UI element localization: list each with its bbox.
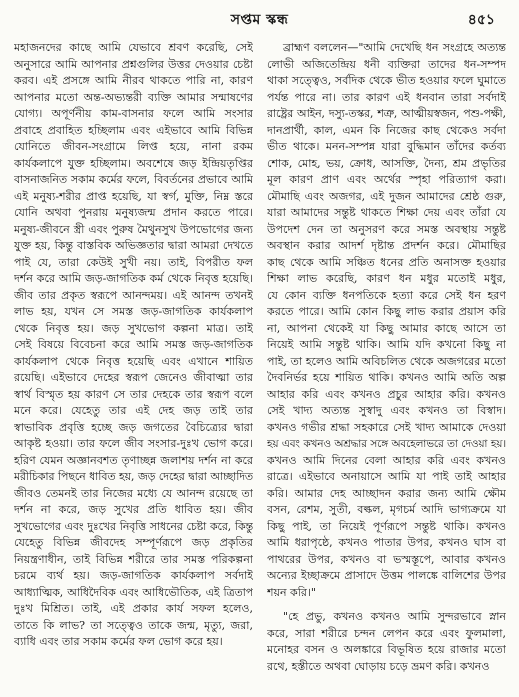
text-line: করতে পারে। আমি কোন কিছু লাভ করার প্রয়াস করি (267, 305, 506, 318)
text-line: হরিণ যেমন অজ্ঞানবশত তৃণাচ্ছন্ন জলাশয় দর্শন না করে (14, 453, 253, 467)
text-line: লোভী অজিতেন্দ্রিয় ধনী ব্যক্তিরা তাদের ধন-সম্পদ (267, 57, 506, 71)
text-line: দৈবনির্ভর হয়ে শায়িত থাকি। কখনও আমি অতি অল্প (267, 371, 506, 384)
text-line: কিছু পাই, তা নিয়েই পূর্ণরূপে সন্তুষ্ট থাকি। কখনও (267, 519, 506, 533)
text-line: থেকে নিবৃত্ত হয়। জড় সুখভোগ কল্পনা মাত্র। তাই (14, 321, 253, 335)
text-line: সেই খাদ্য অত্যন্ত সুস্বাদু এবং কখনও তা বিস্বাদ। (267, 404, 506, 417)
text-line: জীব তার প্রকৃত স্বরূপে আনন্দময়। এই আনন্দ তখনই (14, 288, 253, 302)
text-line: দানপ্রার্থী, কাল, এমন কি নিজের কাছ থেকেও সর্বদা (267, 123, 506, 137)
text-line: বসন, রেশম, সুতী, বল্কল, মৃগচর্ম আদি ভাগ্যক্রমে যা (267, 503, 506, 516)
text-line: পাই, তা হলেও আমি অবিচলিত থেকে অজগরের মতো (267, 354, 506, 368)
text-line: মরীচিকার পিছনে ধাবিত হয়, জড় দেহের দ্বারা আচ্ছাদিত (14, 470, 253, 483)
text-line: জীবও তেমনই তার নিজের মধ্যে যে আনন্দ রয়েছে তা (14, 486, 253, 500)
text-line: নিয়ন্ত্রণাধীন, তাই বিভিন্ন শরীরে তার সমস্ত পরিকল্পনা (14, 552, 253, 566)
text-line: "হে প্রভু, কখনও কখনও আমি সুন্দরভাবে স্নান (283, 610, 506, 623)
page-header (0, 8, 519, 32)
text-line: সুখভোগের এবং দুঃখের নিবৃত্তি সাধনের চেষ্টা করে, কিন্তু (14, 519, 253, 533)
text-line: ব্রাহ্মণ বললেন—"আমি দেখেছি ধন সংগ্রহে অত্যন্ত (283, 41, 506, 54)
text-line: না, আপনা থেকেই যা কিছু আমার কাছে আসে তা (267, 321, 506, 335)
running-title: সপ্তম স্কন্ধ (230, 12, 289, 28)
right-column (267, 40, 506, 675)
text-line: কাছ থেকে আমি সঞ্চিত ধনের প্রতি অনাসক্ত হওয়ার (267, 255, 506, 269)
text-line: রয়েছি। এইভাবে দেহের স্বরূপ জেনেও জীবাত্মা তার (14, 371, 253, 384)
text-line: তাতে কি লাভ? তা সত্ত্বেও তাকে জন্ম, মৃত্যু, জরা, (14, 618, 253, 632)
text-line: শোক, মোহ, ভয়, ক্রোধ, আসক্তি, দৈন্য, শ্রম প্রভৃতির (267, 156, 506, 170)
text-line: অনুসারে আমি আপনার প্রশ্নগুলির উত্তর দেওয়ার চেষ্টা (14, 57, 253, 71)
text-line: যোনি অথবা পুনরায় মনুষ্যজন্ম প্রদান করতে পারে। (14, 206, 253, 219)
text-line: চরমে ব্যর্থ হয়। জড়-জাগতিক কার্যকলাপ সর্বদাই (14, 569, 253, 582)
text-line: মৌমাছি এবং অজগর, এই দুজন আমাদের শ্রেষ্ঠ গুরু, (267, 189, 506, 203)
paragraph-gap (267, 601, 506, 609)
text-line: মনোহর বসন ও অলঙ্কারে বিভূষিত হয়ে রাজার মতো (267, 643, 506, 656)
text-line: রথে, হস্তীতে অথবা ঘোড়ায় চড়ে ভ্রমণ করি। কখনও (267, 659, 490, 673)
text-line: করে, সারা শরীরে চন্দন লেপন করে এবং ফুলমালা, (267, 626, 506, 640)
text-line: দর্শন করে আমি জড়-জাগতিক কর্ম থেকে নিবৃত্ত হয়েছি। (14, 272, 253, 285)
text-line: মহাজনদের কাছে আমি যেভাবে শ্রবণ করেছি, সেই (14, 41, 253, 54)
text-line: বাসনাজনিত সকাম কর্মের ফলে, বিবর্তনের প্রভাবে আমি (14, 173, 253, 186)
text-line: যোগ্য। অপূর্ণনীয় কাম-বাসনার ফলে আমি সংসার (14, 107, 253, 120)
text-line: পাই যে, তারা কেউই সুখী নয়। তাই, বিপরীত ফল (14, 255, 253, 269)
text-line: কখনও আমি দিনের বেলা আহার করি এবং কখনও (267, 453, 506, 467)
text-line: লাভ হয়, যখন সে সমস্ত জড়-জাগতিক কার্যকলাপ (14, 305, 253, 318)
text-line: সেই বিষয়ে বিবেচনা করে আমি সমস্ত জড়-জাগতিক (14, 338, 253, 351)
text-line: প্রবাহে প্রবাহিত হচ্ছিলাম এবং এইভাবে আমি বিভিন্ন (14, 123, 253, 137)
text-line: আপনার মতো অন্ত-অভ্যন্তরী ব্যক্তি আমার সন্মাষণের (14, 90, 253, 104)
text-line: পর্যন্ত পারে না। তার কারণ এই ধনবান তারা সর্বদাই (267, 90, 506, 104)
text-line: পাথরের উপর, কখনও বা ভস্মস্তূপে, আবার কখনও (267, 552, 506, 566)
text-line: করি। আমার দেহ আচ্ছাদন করার জন্য আমি ক্ষৌম (267, 486, 506, 500)
text-line: হয় এবং কখনও অশ্রদ্ধার সঙ্গে অবহেলাভরে তা দেওয়া হয়। (267, 438, 506, 450)
text-line: দুঃখ মিশ্রিত। তাই, এই প্রকার কার্য সফল হলেও, (14, 602, 253, 615)
text-line: অবস্থান করার আদর্শ দৃষ্টান্ত প্রদর্শন করে। মৌমাছির (267, 239, 506, 252)
text-line: মনে করে। যেহেতু তার এই দেহ জড় তাই তার (14, 404, 253, 417)
text-line: যারা আমাদের সন্তুষ্ট থাকতে শিক্ষা দেয় এবং তাঁরা যে (267, 206, 506, 219)
text-line: করব। এই প্রসঙ্গে আমি নীরব থাকতে পারি না, কারণ (14, 74, 253, 87)
text-line: থাকা সত্ত্বেও, সর্বদিক থেকে ভীত হওয়ার ফলে ঘুমাতে (267, 74, 506, 87)
text-line: আহার করি এবং কখনও প্রচুর আহার করি। কখনও (267, 387, 506, 401)
text-line: স্বার্থ বিস্মৃত হয় কারণ সে তার দেহকে তার স্বরূপ বলে (14, 387, 253, 401)
text-line: আকৃষ্ট হওয়া। তার ফলে জীব সংসার-দুঃখ ভোগ করে। (14, 437, 253, 450)
text-line: ব্যাধি এবং তার সকাম কর্মের ফল ভোগ করে হয়। (14, 635, 223, 648)
text-line: কার্যকলাপ থেকে নিবৃত্ত হয়েছি এবং এখানে শায়িত (14, 354, 253, 368)
text-line: শয়ন করি।" (267, 585, 316, 599)
text-line: এই মনুষ্য-শরীর প্রাপ্ত হয়েছি, যা স্বর্গ, মুক্তি, নিম্ন স্তরে (14, 189, 253, 203)
text-line: কখনও গভীর শ্রদ্ধা সহকারে সেই খাদ্য আমাকে দেওয়া (267, 420, 506, 434)
text-line: আধ্যাত্মিক, আধিদৈবিক এবং আধিভৌতিক, এই ত্রিতাপ (14, 585, 253, 599)
text-line: মনুষ্য-জীবনে স্ত্রী এবং পুরুষ মৈথুনসুখ উপভোগের জন্য (14, 222, 253, 236)
text-line: অন্যের ইচ্ছাক্রমে প্রাসাদে উত্তম পালঙ্কে বালিশের উপর (267, 569, 506, 582)
text-line: যোনিতে জীবন-সংগ্রামে লিপ্ত হয়ে, নানা রকম (14, 140, 253, 153)
text-line: কার্যকলাপে যুক্ত হচ্ছিলাম। অবশেষে জড় ইন্দ্রিয়তৃপ্তির (14, 156, 253, 170)
text-line: শিক্ষা লাভ করেছি, কারণ ধন মধুর মতোই মধুর, (267, 272, 506, 285)
left-column (14, 40, 253, 651)
page-number: ৪৫১ (467, 12, 495, 28)
text-line: উপদেশ দেন তা অনুসরণ করে সমস্ত অবস্থায় সন্তুষ্ট (267, 222, 506, 236)
text-line: রাষ্ট্রের আইন, দস্যু-তস্কর, শত্রু, আত্মীয়স্বজন, পশু-পক্ষী, (267, 107, 506, 120)
text-line: যুক্ত হয়, কিন্তু বাস্তবিক অভিজ্ঞতার দ্বারা আমরা দেখতে (14, 239, 253, 252)
text-line: যেহেতু বিভিন্ন জীবদেহ সম্পূর্ণরূপে জড় প্রকৃতির (14, 536, 253, 549)
text-line: যে কোন ব্যক্তি ধনপতিকে হত্যা করে সেই ধন হরণ (267, 288, 506, 302)
text-line: মূল কারণ প্রাণ এবং অর্থের স্পৃহা পরিত্যাগ করা। (267, 173, 506, 186)
text-line: রাত্রে। এইভাবে অনায়াসে আমি যা পাই তাই আহার (267, 470, 506, 483)
text-line: স্বাভাবিক প্রবৃত্তি হচ্ছে জড় জগতের বৈচিত্র্যের দ্বারা (14, 420, 253, 434)
text-line: আমি ধরাপৃষ্ঠে, কখনও পাতার উপর, কখনও ঘাস বা (267, 536, 506, 549)
text-line: দর্শন না করে, জড় সুখের প্রতি ধাবিত হয়। জীব (14, 503, 253, 516)
text-line: নিয়েই আমি সন্তুষ্ট থাকি। আমি যদি কখনো কিছু না (267, 338, 506, 351)
text-line: ভীত থাকে। মনন-সম্পন্ন যারা বুদ্ধিমান তাঁদের কর্তব্য (267, 140, 506, 153)
